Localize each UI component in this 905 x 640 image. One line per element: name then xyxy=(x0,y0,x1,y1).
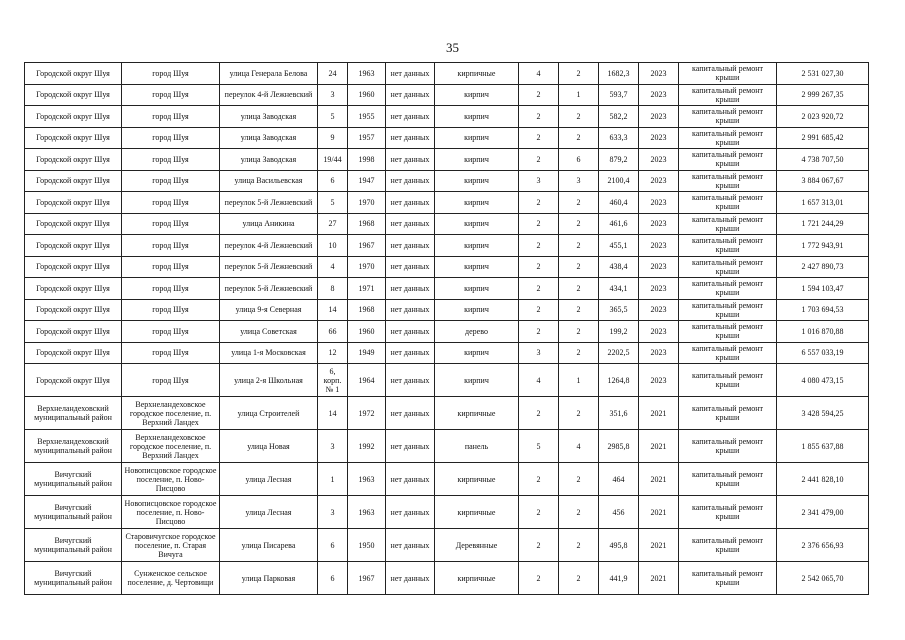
cell-house-number: 6 xyxy=(318,562,348,595)
cell-wall-material: кирпич xyxy=(435,364,519,397)
cell-repair-type: капитальный ремонт крыши xyxy=(679,463,777,496)
cell-floors: 2 xyxy=(519,529,559,562)
cell-year-built: 1955 xyxy=(348,106,386,128)
cell-municipality: Вичугский муниципальный район xyxy=(25,496,122,529)
cell-house-number: 24 xyxy=(318,63,348,85)
cell-municipality: Городской округ Шуя xyxy=(25,299,122,321)
cell-street: улица Лесная xyxy=(220,496,318,529)
cell-area: 495,8 xyxy=(599,529,639,562)
cell-settlement: город Шуя xyxy=(122,170,220,192)
cell-cost: 6 557 033,19 xyxy=(777,342,869,364)
cell-street: улица 9-я Северная xyxy=(220,299,318,321)
cell-entrances: 2 xyxy=(559,127,599,149)
cell-wall-type-info: нет данных xyxy=(386,149,435,171)
table-row xyxy=(25,235,869,257)
cell-settlement: город Шуя xyxy=(122,106,220,128)
cell-cost: 2 341 479,00 xyxy=(777,496,869,529)
cell-wall-material: кирпич xyxy=(435,127,519,149)
cell-wall-type-info: нет данных xyxy=(386,106,435,128)
cell-floors: 2 xyxy=(519,106,559,128)
cell-settlement: город Шуя xyxy=(122,299,220,321)
cell-settlement: город Шуя xyxy=(122,278,220,300)
cell-wall-material: кирпич xyxy=(435,213,519,235)
cell-wall-material: Деревянные xyxy=(435,529,519,562)
cell-area: 582,2 xyxy=(599,106,639,128)
cell-cost: 1 855 637,88 xyxy=(777,430,869,463)
cell-year-built: 1957 xyxy=(348,127,386,149)
table-row xyxy=(25,496,869,529)
cell-municipality: Городской округ Шуя xyxy=(25,170,122,192)
cell-municipality: Городской округ Шуя xyxy=(25,63,122,85)
cell-settlement: город Шуя xyxy=(122,149,220,171)
cell-cost: 3 428 594,25 xyxy=(777,397,869,430)
cell-cost: 1 016 870,88 xyxy=(777,321,869,343)
cell-wall-type-info: нет данных xyxy=(386,192,435,214)
cell-repair-type: капитальный ремонт крыши xyxy=(679,496,777,529)
cell-street: улица Парковая xyxy=(220,562,318,595)
cell-floors: 2 xyxy=(519,213,559,235)
cell-settlement: город Шуя xyxy=(122,127,220,149)
cell-repair-type: капитальный ремонт крыши xyxy=(679,430,777,463)
cell-entrances: 2 xyxy=(559,63,599,85)
cell-year-built: 1960 xyxy=(348,84,386,106)
table-row xyxy=(25,213,869,235)
table-row xyxy=(25,397,869,430)
cell-wall-material: кирпич xyxy=(435,170,519,192)
table-row xyxy=(25,342,869,364)
cell-floors: 2 xyxy=(519,192,559,214)
cell-year-built: 1963 xyxy=(348,496,386,529)
cell-street: улица 2-я Школьная xyxy=(220,364,318,397)
cell-entrances: 2 xyxy=(559,192,599,214)
cell-municipality: Городской округ Шуя xyxy=(25,192,122,214)
cell-municipality: Вичугский муниципальный район xyxy=(25,463,122,496)
cell-wall-type-info: нет данных xyxy=(386,170,435,192)
cell-year-built: 1968 xyxy=(348,213,386,235)
cell-settlement: Новописцовское городское поселение, п. Ново-Писцово xyxy=(122,463,220,496)
cell-house-number: 6 xyxy=(318,170,348,192)
cell-street: переулок 4-й Лежневский xyxy=(220,84,318,106)
cell-floors: 2 xyxy=(519,397,559,430)
cell-year-built: 1970 xyxy=(348,192,386,214)
cell-floors: 4 xyxy=(519,63,559,85)
cell-floors: 4 xyxy=(519,364,559,397)
cell-settlement: город Шуя xyxy=(122,213,220,235)
cell-street: улица Строителей xyxy=(220,397,318,430)
page-number: 35 xyxy=(446,40,459,55)
cell-repair-year: 2023 xyxy=(639,149,679,171)
table-row xyxy=(25,192,869,214)
cell-repair-year: 2023 xyxy=(639,299,679,321)
cell-repair-type: капитальный ремонт крыши xyxy=(679,397,777,430)
cell-municipality: Вичугский муниципальный район xyxy=(25,529,122,562)
cell-repair-year: 2021 xyxy=(639,463,679,496)
cell-entrances: 2 xyxy=(559,342,599,364)
cell-year-built: 1992 xyxy=(348,430,386,463)
cell-wall-material: кирпич xyxy=(435,256,519,278)
cell-year-built: 1949 xyxy=(348,342,386,364)
table-row xyxy=(25,170,869,192)
cell-year-built: 1971 xyxy=(348,278,386,300)
cell-settlement: город Шуя xyxy=(122,84,220,106)
cell-house-number: 14 xyxy=(318,299,348,321)
cell-street: улица Советская xyxy=(220,321,318,343)
cell-area: 441,9 xyxy=(599,562,639,595)
cell-wall-material: кирпичные xyxy=(435,562,519,595)
cell-repair-year: 2023 xyxy=(639,106,679,128)
cell-floors: 2 xyxy=(519,463,559,496)
cell-cost: 1 594 103,47 xyxy=(777,278,869,300)
cell-cost: 1 721 244,29 xyxy=(777,213,869,235)
cell-wall-material: кирпич xyxy=(435,84,519,106)
cell-municipality: Городской округ Шуя xyxy=(25,321,122,343)
cell-cost: 2 991 685,42 xyxy=(777,127,869,149)
cell-wall-material: кирпичные xyxy=(435,63,519,85)
cell-wall-type-info: нет данных xyxy=(386,256,435,278)
cell-area: 1682,3 xyxy=(599,63,639,85)
cell-area: 199,2 xyxy=(599,321,639,343)
cell-wall-material: дерево xyxy=(435,321,519,343)
cell-wall-type-info: нет данных xyxy=(386,321,435,343)
cell-settlement: город Шуя xyxy=(122,342,220,364)
cell-wall-type-info: нет данных xyxy=(386,562,435,595)
cell-wall-type-info: нет данных xyxy=(386,127,435,149)
cell-wall-material: кирпичные xyxy=(435,496,519,529)
cell-street: улица 1-я Московская xyxy=(220,342,318,364)
cell-area: 1264,8 xyxy=(599,364,639,397)
cell-street: переулок 5-й Лежневский xyxy=(220,278,318,300)
cell-street: переулок 4-й Лежневский xyxy=(220,235,318,257)
cell-wall-material: кирпич xyxy=(435,149,519,171)
cell-repair-type: капитальный ремонт крыши xyxy=(679,170,777,192)
cell-area: 464 xyxy=(599,463,639,496)
cell-house-number: 12 xyxy=(318,342,348,364)
cell-area: 434,1 xyxy=(599,278,639,300)
cell-house-number: 8 xyxy=(318,278,348,300)
cell-repair-type: капитальный ремонт крыши xyxy=(679,213,777,235)
cell-wall-material: кирпич xyxy=(435,106,519,128)
cell-house-number: 3 xyxy=(318,430,348,463)
cell-cost: 2 542 065,70 xyxy=(777,562,869,595)
cell-wall-type-info: нет данных xyxy=(386,213,435,235)
cell-entrances: 2 xyxy=(559,213,599,235)
cell-house-number: 3 xyxy=(318,84,348,106)
cell-repair-type: капитальный ремонт крыши xyxy=(679,562,777,595)
cell-house-number: 66 xyxy=(318,321,348,343)
cell-entrances: 4 xyxy=(559,430,599,463)
cell-wall-type-info: нет данных xyxy=(386,397,435,430)
cell-year-built: 1968 xyxy=(348,299,386,321)
cell-floors: 2 xyxy=(519,299,559,321)
cell-cost: 2 427 890,73 xyxy=(777,256,869,278)
cell-wall-material: кирпич xyxy=(435,278,519,300)
cell-year-built: 1963 xyxy=(348,63,386,85)
cell-year-built: 1967 xyxy=(348,562,386,595)
cell-settlement: Верхнеландеховское городское поселение, п. Верхний Ландех xyxy=(122,430,220,463)
cell-floors: 5 xyxy=(519,430,559,463)
cell-house-number: 19/44 xyxy=(318,149,348,171)
cell-entrances: 6 xyxy=(559,149,599,171)
cell-municipality: Верхнеландеховский муниципальный район xyxy=(25,397,122,430)
cell-repair-year: 2023 xyxy=(639,213,679,235)
cell-area: 456 xyxy=(599,496,639,529)
cell-settlement: Новописцовское городское поселение, п. Ново-Писцово xyxy=(122,496,220,529)
cell-floors: 2 xyxy=(519,278,559,300)
cell-municipality: Городской округ Шуя xyxy=(25,235,122,257)
cell-repair-type: капитальный ремонт крыши xyxy=(679,364,777,397)
cell-repair-year: 2021 xyxy=(639,562,679,595)
cell-house-number: 27 xyxy=(318,213,348,235)
cell-floors: 2 xyxy=(519,256,559,278)
cell-street: улица Аникина xyxy=(220,213,318,235)
cell-settlement: город Шуя xyxy=(122,63,220,85)
cell-repair-year: 2023 xyxy=(639,256,679,278)
cell-cost: 2 441 828,10 xyxy=(777,463,869,496)
cell-cost: 2 531 027,30 xyxy=(777,63,869,85)
cell-wall-material: кирпич xyxy=(435,192,519,214)
cell-cost: 4 738 707,50 xyxy=(777,149,869,171)
cell-floors: 3 xyxy=(519,170,559,192)
cell-wall-type-info: нет данных xyxy=(386,235,435,257)
cell-cost: 1 703 694,53 xyxy=(777,299,869,321)
table-row xyxy=(25,106,869,128)
cell-year-built: 1947 xyxy=(348,170,386,192)
cell-floors: 2 xyxy=(519,84,559,106)
cell-street: улица Заводская xyxy=(220,127,318,149)
cell-repair-year: 2023 xyxy=(639,170,679,192)
cell-repair-type: капитальный ремонт крыши xyxy=(679,278,777,300)
cell-street: улица Заводская xyxy=(220,106,318,128)
cell-repair-type: капитальный ремонт крыши xyxy=(679,235,777,257)
cell-street: улица Генерала Белова xyxy=(220,63,318,85)
cell-repair-type: капитальный ремонт крыши xyxy=(679,529,777,562)
cell-cost: 1 772 943,91 xyxy=(777,235,869,257)
cell-entrances: 2 xyxy=(559,529,599,562)
cell-cost: 2 376 656,93 xyxy=(777,529,869,562)
cell-entrances: 3 xyxy=(559,170,599,192)
table-row xyxy=(25,84,869,106)
cell-repair-type: капитальный ремонт крыши xyxy=(679,299,777,321)
cell-cost: 1 657 313,01 xyxy=(777,192,869,214)
cell-municipality: Городской округ Шуя xyxy=(25,256,122,278)
cell-repair-year: 2023 xyxy=(639,278,679,300)
cell-municipality: Городской округ Шуя xyxy=(25,106,122,128)
cell-settlement: город Шуя xyxy=(122,235,220,257)
cell-area: 438,4 xyxy=(599,256,639,278)
cell-municipality: Вичугский муниципальный район xyxy=(25,562,122,595)
cell-repair-type: капитальный ремонт крыши xyxy=(679,84,777,106)
cell-municipality: Городской округ Шуя xyxy=(25,127,122,149)
cell-year-built: 1963 xyxy=(348,463,386,496)
cell-house-number: 5 xyxy=(318,192,348,214)
table-row xyxy=(25,63,869,85)
cell-house-number: 6 xyxy=(318,529,348,562)
cell-area: 879,2 xyxy=(599,149,639,171)
cell-repair-year: 2021 xyxy=(639,529,679,562)
cell-repair-year: 2023 xyxy=(639,364,679,397)
cell-repair-type: капитальный ремонт крыши xyxy=(679,106,777,128)
cell-floors: 2 xyxy=(519,235,559,257)
cell-floors: 2 xyxy=(519,496,559,529)
cell-repair-year: 2023 xyxy=(639,84,679,106)
table-row xyxy=(25,463,869,496)
cell-area: 2202,5 xyxy=(599,342,639,364)
cell-area: 365,5 xyxy=(599,299,639,321)
cell-settlement: Верхнеландеховское городское поселение, п. Верхний Ландех xyxy=(122,397,220,430)
cell-settlement: город Шуя xyxy=(122,321,220,343)
cell-floors: 3 xyxy=(519,342,559,364)
cell-repair-year: 2021 xyxy=(639,430,679,463)
cell-street: переулок 5-й Лежневский xyxy=(220,192,318,214)
table-row xyxy=(25,299,869,321)
cell-entrances: 2 xyxy=(559,321,599,343)
cell-wall-type-info: нет данных xyxy=(386,430,435,463)
cell-entrances: 2 xyxy=(559,299,599,321)
cell-repair-type: капитальный ремонт крыши xyxy=(679,321,777,343)
cell-wall-type-info: нет данных xyxy=(386,63,435,85)
cell-settlement: город Шуя xyxy=(122,192,220,214)
cell-year-built: 1972 xyxy=(348,397,386,430)
cell-wall-type-info: нет данных xyxy=(386,529,435,562)
cell-cost: 2 999 267,35 xyxy=(777,84,869,106)
cell-entrances: 2 xyxy=(559,278,599,300)
cell-wall-material: кирпичные xyxy=(435,463,519,496)
cell-house-number: 10 xyxy=(318,235,348,257)
cell-repair-year: 2023 xyxy=(639,321,679,343)
cell-house-number: 6, корп. № 1 xyxy=(318,364,348,397)
cell-street: улица Лесная xyxy=(220,463,318,496)
cell-repair-type: капитальный ремонт крыши xyxy=(679,342,777,364)
cell-repair-type: капитальный ремонт крыши xyxy=(679,63,777,85)
cell-wall-material: панель xyxy=(435,430,519,463)
cell-repair-year: 2021 xyxy=(639,496,679,529)
cell-wall-type-info: нет данных xyxy=(386,496,435,529)
cell-wall-material: кирпичные xyxy=(435,397,519,430)
cell-repair-year: 2023 xyxy=(639,127,679,149)
cell-house-number: 1 xyxy=(318,463,348,496)
cell-area: 2100,4 xyxy=(599,170,639,192)
cell-year-built: 1998 xyxy=(348,149,386,171)
cell-municipality: Городской округ Шуя xyxy=(25,84,122,106)
cell-entrances: 2 xyxy=(559,397,599,430)
cell-municipality: Городской округ Шуя xyxy=(25,342,122,364)
cell-municipality: Верхнеландеховский муниципальный район xyxy=(25,430,122,463)
cell-entrances: 2 xyxy=(559,463,599,496)
cell-street: переулок 5-й Лежневский xyxy=(220,256,318,278)
cell-repair-year: 2021 xyxy=(639,397,679,430)
cell-repair-year: 2023 xyxy=(639,235,679,257)
cell-municipality: Городской округ Шуя xyxy=(25,213,122,235)
cell-cost: 3 884 067,67 xyxy=(777,170,869,192)
cell-wall-type-info: нет данных xyxy=(386,364,435,397)
cell-floors: 2 xyxy=(519,149,559,171)
cell-wall-type-info: нет данных xyxy=(386,463,435,496)
table-row xyxy=(25,562,869,595)
cell-wall-type-info: нет данных xyxy=(386,299,435,321)
cell-floors: 2 xyxy=(519,562,559,595)
cell-municipality: Городской округ Шуя xyxy=(25,364,122,397)
cell-wall-type-info: нет данных xyxy=(386,278,435,300)
table-row xyxy=(25,278,869,300)
cell-street: улица Заводская xyxy=(220,149,318,171)
cell-entrances: 2 xyxy=(559,496,599,529)
cell-area: 633,3 xyxy=(599,127,639,149)
cell-street: улица Васильевская xyxy=(220,170,318,192)
cell-area: 2985,8 xyxy=(599,430,639,463)
cell-municipality: Городской округ Шуя xyxy=(25,149,122,171)
table-row xyxy=(25,127,869,149)
cell-wall-type-info: нет данных xyxy=(386,342,435,364)
cell-year-built: 1950 xyxy=(348,529,386,562)
cell-settlement: город Шуя xyxy=(122,256,220,278)
cell-house-number: 4 xyxy=(318,256,348,278)
table-row xyxy=(25,364,869,397)
cell-settlement: город Шуя xyxy=(122,364,220,397)
table-row xyxy=(25,256,869,278)
table-row xyxy=(25,321,869,343)
cell-entrances: 1 xyxy=(559,364,599,397)
cell-entrances: 1 xyxy=(559,84,599,106)
cell-repair-year: 2023 xyxy=(639,342,679,364)
cell-wall-material: кирпич xyxy=(435,299,519,321)
cell-house-number: 5 xyxy=(318,106,348,128)
cell-entrances: 2 xyxy=(559,106,599,128)
cell-area: 351,6 xyxy=(599,397,639,430)
cell-area: 593,7 xyxy=(599,84,639,106)
cell-house-number: 9 xyxy=(318,127,348,149)
table-row xyxy=(25,149,869,171)
cell-repair-type: капитальный ремонт крыши xyxy=(679,127,777,149)
cell-year-built: 1967 xyxy=(348,235,386,257)
register-table xyxy=(24,62,869,595)
cell-floors: 2 xyxy=(519,321,559,343)
cell-settlement: Старовичугское городское поселение, п. Старая Вичуга xyxy=(122,529,220,562)
cell-year-built: 1970 xyxy=(348,256,386,278)
cell-wall-material: кирпич xyxy=(435,342,519,364)
cell-repair-type: капитальный ремонт крыши xyxy=(679,149,777,171)
cell-year-built: 1960 xyxy=(348,321,386,343)
cell-cost: 2 023 920,72 xyxy=(777,106,869,128)
cell-repair-year: 2023 xyxy=(639,63,679,85)
cell-floors: 2 xyxy=(519,127,559,149)
cell-wall-type-info: нет данных xyxy=(386,84,435,106)
cell-repair-type: капитальный ремонт крыши xyxy=(679,256,777,278)
cell-year-built: 1964 xyxy=(348,364,386,397)
cell-entrances: 2 xyxy=(559,562,599,595)
cell-area: 461,6 xyxy=(599,213,639,235)
cell-street: улица Писарева xyxy=(220,529,318,562)
cell-area: 460,4 xyxy=(599,192,639,214)
table-row xyxy=(25,529,869,562)
cell-house-number: 14 xyxy=(318,397,348,430)
cell-street: улица Новая xyxy=(220,430,318,463)
cell-wall-material: кирпич xyxy=(435,235,519,257)
cell-settlement: Сунженское сельское поселение, д. Чертовищи xyxy=(122,562,220,595)
cell-entrances: 2 xyxy=(559,235,599,257)
cell-municipality: Городской округ Шуя xyxy=(25,278,122,300)
cell-entrances: 2 xyxy=(559,256,599,278)
cell-repair-type: капитальный ремонт крыши xyxy=(679,192,777,214)
cell-repair-year: 2023 xyxy=(639,192,679,214)
cell-area: 455,1 xyxy=(599,235,639,257)
cell-cost: 4 080 473,15 xyxy=(777,364,869,397)
table-row xyxy=(25,430,869,463)
cell-house-number: 3 xyxy=(318,496,348,529)
